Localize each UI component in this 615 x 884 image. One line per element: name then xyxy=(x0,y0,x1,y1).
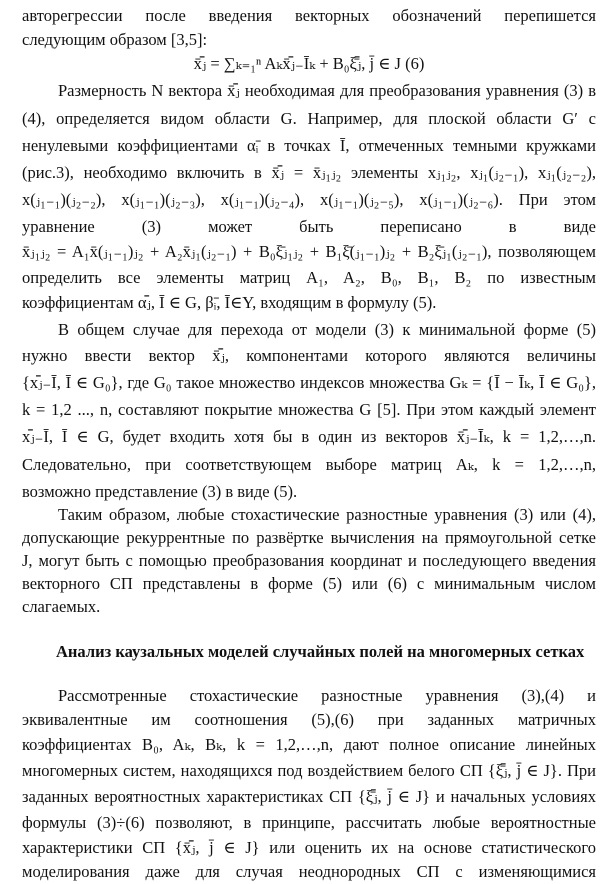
text-line: x̄ⱼ₁ⱼ₂ = A₁x̄(ⱼ₁₋₁)ⱼ₂ + A₂x̄ⱼ₁(ⱼ₂₋₁) + B₀ξ̄ⱼ₁ⱼ₂ + B₁ξ̄(ⱼ₁₋₁)ⱼ₂ + B₂ξ̄ⱼ₁(ⱼ₂₋₁), позволяющем xyxy=(22,242,596,261)
section-heading: Анализ каузальных моделей случайных полей на многомерных сетках xyxy=(56,642,585,661)
text-line: уравнение (3) может быть переписано в виде xyxy=(22,217,596,236)
text-line: {xⱼ̄₋Ī, Ī ∈ G₀}, где G₀ такое множество индексов множества Gₖ = {Ī − Īₖ, Ī ∈ G₀}, xyxy=(22,373,596,392)
text-line: многомерных систем, находящихся под воздействием белого СП {ξ̄ⱼ̄, j̄ ∈ J}. При xyxy=(22,761,596,780)
text-line: (рис.3), необходимо включить в x̄ⱼ̄ = x̄ⱼ₁ⱼ₂ элементы xⱼ₁ⱼ₂, xⱼ₁(ⱼ₂₋₁), xⱼ₁(ⱼ₂₋₂), xyxy=(22,163,596,182)
text-line: допускающие рекуррентные по развёртке вычисления на прямоугольной сетке xyxy=(22,528,596,547)
text-line: слагаемых. xyxy=(22,597,101,616)
text-line: следующим образом [3,5]: xyxy=(22,30,208,49)
text-line: Рассмотренные стохастические разностные уравнения (3),(4) и xyxy=(58,686,596,705)
text-line: заданных вероятностных характеристиках СП {ξ̄ⱼ̄, j̄ ∈ J} и начальных условиях xyxy=(22,787,596,806)
text-line: эквивалентные им соотношения (5),(6) при заданных матричных xyxy=(22,710,596,729)
text-line: определить все элементы матриц A₁, A₂, B₀, B₁, B₂ по известным xyxy=(22,268,596,287)
text-line: J, могут быть с помощью преобразования координат и последующего введения xyxy=(22,551,596,570)
text-line: нужно ввести вектор x̄ⱼ̄, компонентами которого являются величины xyxy=(22,346,596,365)
text-line: ненулевыми коэффициентами αᵢ̄ в точках Ī, отмеченных темными кружками xyxy=(22,136,596,155)
text-line: x(ⱼ₁₋₁)(ⱼ₂₋₂), x(ⱼ₁₋₁)(ⱼ₂₋₃), x(ⱼ₁₋₁)(ⱼ₂₋₄), x(ⱼ₁₋₁)(ⱼ₂₋₅), x(ⱼ₁₋₁)(ⱼ₂₋₆). При этом xyxy=(22,190,596,209)
equation-6: x̄ⱼ̄ = ∑ₖ₌₁ⁿ Aₖx̄ⱼ̄₋Ī​ₖ + B₀ξ̄ⱼ̄, j̄ ∈ J (6) xyxy=(193,54,425,73)
text-line: k = 1,2 ..., n, составляют покрытие множества G [5]. При этом каждый элемент xyxy=(22,400,596,419)
text-line: коэффициентам αⱼ̄, Ī ∈ G, βᵢ̄, Ī∈Y, входящим в формулу (5). xyxy=(22,293,437,312)
text-line: Следовательно, при соответствующем выборе матриц Aₖ, k = 1,2,…,n, xyxy=(22,455,596,474)
text-line: формулы (3)÷(6) позволяют, в принципе, рассчитать любые вероятностные xyxy=(22,813,596,832)
text-line: возможно представление (3) в виде (5). xyxy=(22,482,298,501)
text-line: коэффициентах B₀, Aₖ, Bₖ, k = 1,2,…,n, дают полное описание линейных xyxy=(22,735,596,754)
text-line: Таким образом, любые стохастические разностные уравнения (3) или (4), xyxy=(58,505,596,524)
text-line: моделирования даже для случая неоднородных СП с изменяющимися xyxy=(22,862,596,881)
text-line: (4), определяется видом области G. Например, для плоской области G′ с xyxy=(22,109,596,128)
text-line: характеристики СП {x̄ⱼ̄, j̄ ∈ J} или оценить их на основе статистического xyxy=(22,838,596,857)
text-line: авторегрессии после введения векторных обозначений перепишется xyxy=(22,6,596,25)
text-line: векторного СП представлены в форме (5) или (6) с минимальным числом xyxy=(22,574,596,593)
text-line: В общем случае для перехода от модели (3) к минимальной форме (5) xyxy=(58,320,596,339)
text-line: Размерность N вектора x̄ⱼ̄ необходимая для преобразования уравнения (3) в xyxy=(58,81,596,100)
text-line: xⱼ̄₋Ī, Ī ∈ G, будет входить хотя бы в один из векторов x̄ⱼ̄₋Īₖ, k = 1,2,…,n. xyxy=(22,427,596,446)
